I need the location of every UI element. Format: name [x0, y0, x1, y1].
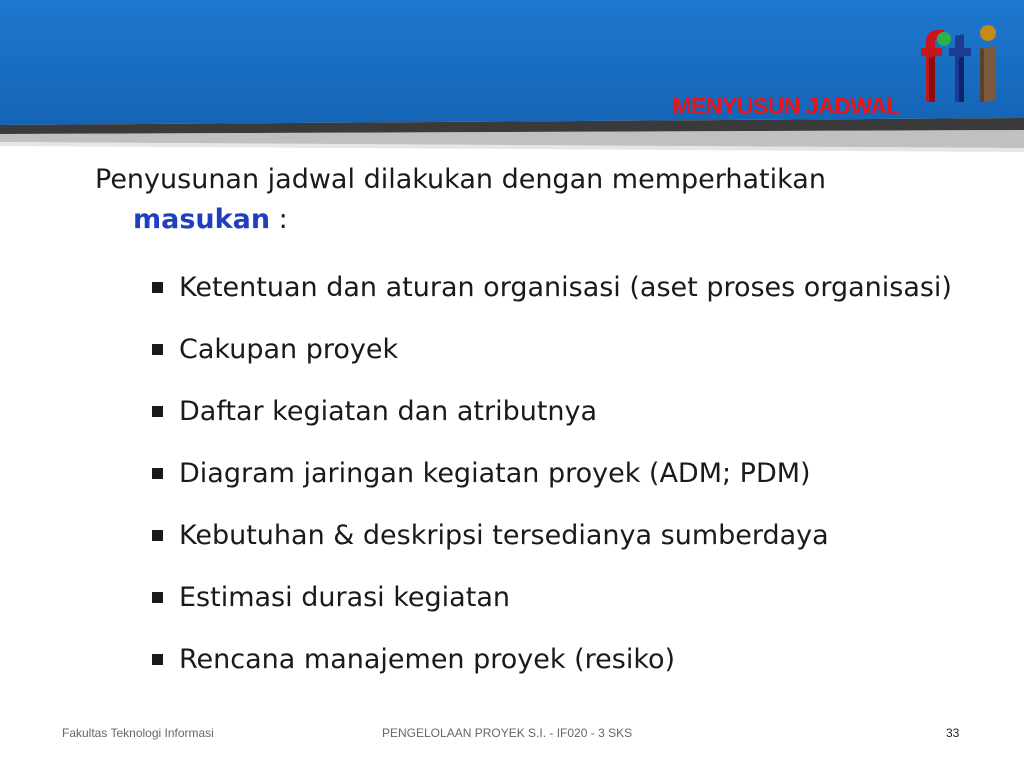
square-bullet-icon [152, 592, 163, 603]
bullet-text: Daftar kegiatan dan atributnya [179, 396, 598, 427]
square-bullet-icon [152, 468, 163, 479]
bullet-text: Diagram jaringan kegiatan proyek (ADM; PDM) [179, 458, 811, 489]
footer-course: PENGELOLAAN PROYEK S.I. - IF020 - 3 SKS [382, 726, 633, 740]
bullet-text: Estimasi durasi kegiatan [179, 582, 510, 613]
bullet-item [150, 578, 970, 618]
page-number: 33 [946, 726, 960, 740]
square-bullet-icon [152, 344, 163, 355]
intro-paragraph [95, 160, 995, 240]
bullet-item [150, 392, 970, 432]
bullet-list [150, 268, 970, 702]
bullet-item [150, 330, 970, 370]
square-bullet-icon [152, 530, 163, 541]
bullet-item [150, 516, 970, 556]
intro-suffix: : [270, 204, 288, 235]
fti-logo-icon [918, 22, 1002, 104]
intro-highlight: masukan [133, 204, 271, 235]
slide-title: MENYUSUN JADWAL [672, 93, 900, 119]
bullet-text: Rencana manajemen proyek (resiko) [179, 644, 676, 675]
bullet-item [150, 268, 970, 308]
intro-text: Penyusunan jadwal dilakukan dengan memperhatikan [95, 164, 826, 195]
square-bullet-icon [152, 406, 163, 417]
square-bullet-icon [152, 282, 163, 293]
header-band [0, 0, 1024, 152]
bullet-text: Cakupan proyek [179, 334, 399, 365]
bullet-item [150, 454, 970, 494]
footer-faculty: Fakultas Teknologi Informasi [62, 726, 214, 740]
bullet-text: Kebutuhan & deskripsi tersedianya sumberdaya [179, 520, 829, 551]
bullet-text: Ketentuan dan aturan organisasi (aset proses organisasi) [179, 272, 952, 303]
footer [0, 722, 1024, 746]
square-bullet-icon [152, 654, 163, 665]
bullet-item [150, 640, 970, 680]
intro-line2 [95, 200, 995, 240]
